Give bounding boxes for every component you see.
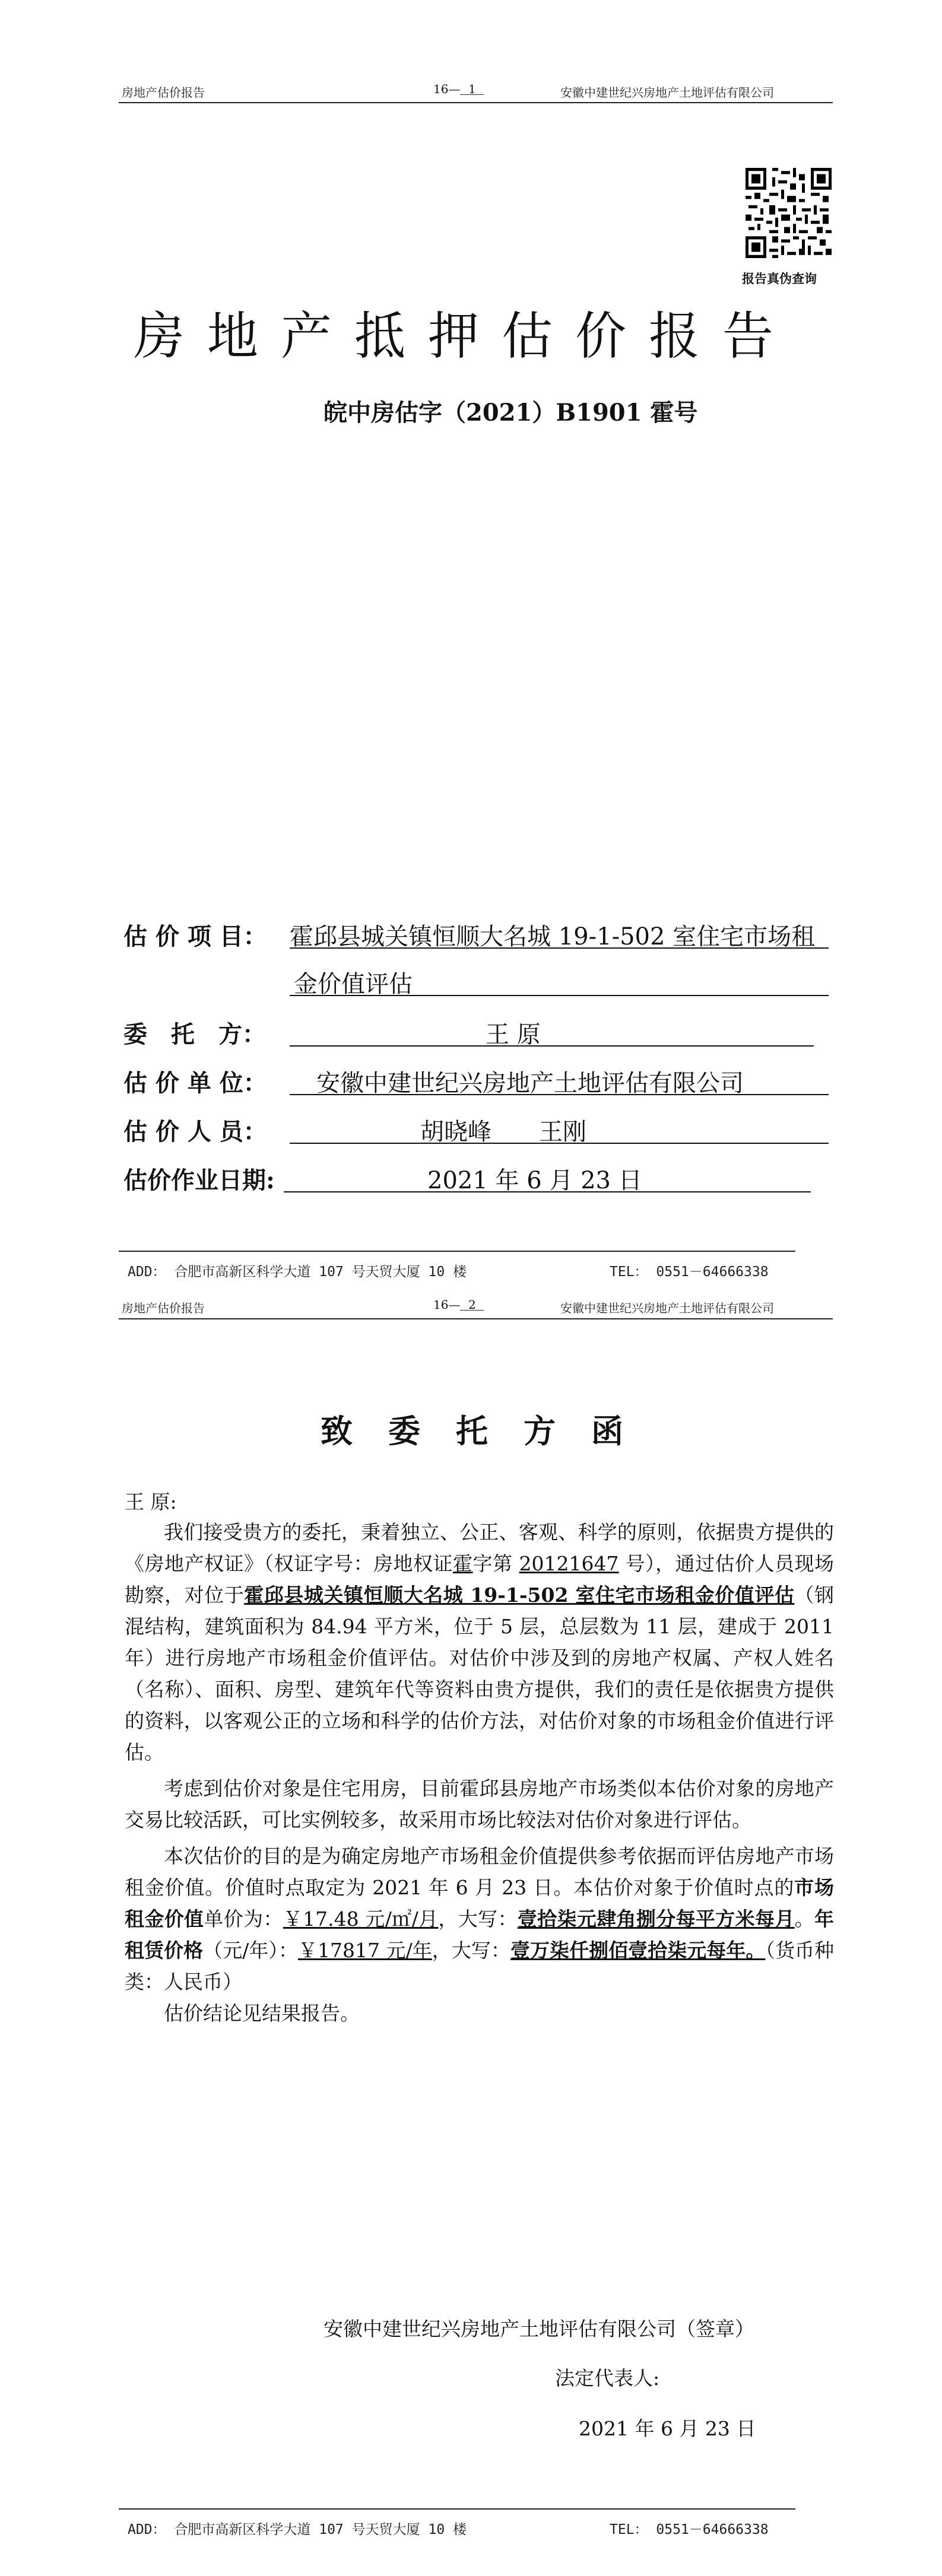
header-left: 房地产估价报告 — [122, 85, 205, 100]
p1-text-c: 号），通过估价人员现场勘察，对位于 — [125, 1552, 835, 1607]
footer-address: ADD： 合肥市高新区科学大道 107 号天贸大厦 10 楼 — [128, 1264, 467, 1280]
page-prefix: 16— — [433, 82, 461, 96]
header-left: 房地产估价报告 — [122, 1301, 205, 1315]
date-label: 估价作业日期: — [123, 1166, 275, 1194]
persons-underline — [290, 1143, 829, 1144]
p3-text-g: （元/年）： — [203, 1939, 298, 1962]
letter-body — [125, 1516, 834, 2029]
p3-annual-price: ￥17817 元/年 — [298, 1939, 432, 1962]
page-number — [433, 1297, 484, 1312]
persons-label: 估 价 人 员： — [123, 1118, 267, 1146]
p3-unit-price: ￥17.48 元/㎡/月 — [283, 1907, 439, 1931]
valuer-label: 估 价 单 位： — [123, 1069, 267, 1097]
paragraph-3 — [125, 1840, 834, 1998]
header-rule — [119, 102, 833, 103]
header-rule — [119, 1318, 833, 1319]
p1-valuation-object: 霍邱县城关镇恒顺大名城 19-1-502 室住宅市场租金价值评估 — [244, 1583, 795, 1607]
p3-currency-note: （货币种类：人民币） — [125, 1939, 835, 1993]
header-right: 安徽中建世纪兴房地产土地评估有限公司 — [560, 85, 774, 100]
project-value-line1: 霍邱县城关镇恒顺大名城 19-1-502 室住宅市场租 — [290, 923, 816, 950]
valuer-value: 安徽中建世纪兴房地产土地评估有限公司 — [316, 1070, 744, 1097]
page-number-value: 1 — [460, 84, 484, 95]
paragraph-2: 考虑到估价对象是住宅用房，目前霍邱县房地产市场类似本估价对象的房地产交易比较活跃，可比实例较多，故采用市场比较法对估价对象进行评估。 — [125, 1777, 834, 1831]
p3-text-d: ，大写： — [438, 1907, 518, 1931]
p3-text-c: 单价为： — [204, 1907, 283, 1931]
client-underline — [290, 1045, 814, 1047]
client-value: 王 原 — [486, 1021, 541, 1048]
p3-text-e: 。 — [794, 1907, 815, 1931]
footer-rule — [119, 2508, 795, 2510]
letter-title: 致委托方函 — [321, 1412, 659, 1450]
date-value: 2021 年 6 月 23 日 — [427, 1167, 642, 1194]
p1-text-a: 我们接受贵方的委托，秉着独立、公正、客观、科学的原则，依据贵方提供的《房地产权证》（权证字号：房地权证 — [125, 1521, 834, 1575]
letter-date: 2021 年 6 月 23 日 — [579, 2417, 756, 2440]
footer-tel: TEL： 0551－64666338 — [610, 2522, 769, 2537]
p3-annual-label: 年租赁价格 — [125, 1907, 835, 1962]
persons-value: 胡晓峰 王刚 — [420, 1118, 586, 1146]
p3-text-a: 本次估价的目的是为确定房地产市场租金价值提供参考依据而评估房地产市场租金价值。价值时点取定为 2021 年 6 月 23 日。本估价对象于价值时点的 — [125, 1844, 834, 1899]
client-label: 委 托 方： — [123, 1020, 266, 1048]
qr-caption: 报告真伪查询 — [742, 271, 817, 286]
project-underline-2 — [290, 995, 829, 996]
footer-address: ADD： 合肥市高新区科学大道 107 号天贸大厦 10 楼 — [128, 2522, 467, 2537]
company-signature: 安徽中建世纪兴房地产土地评估有限公司（签章） — [323, 2317, 754, 2340]
paragraph-4: 估价结论见结果报告。 — [164, 2002, 360, 2025]
project-value-line2: 金价值评估 — [294, 971, 413, 998]
p3-rent-label: 市场租金价值 — [125, 1876, 834, 1931]
footer-rule — [119, 1251, 795, 1252]
project-label: 估 价 项 目： — [123, 923, 267, 950]
page-number-value: 2 — [460, 1299, 484, 1311]
page-prefix: 16— — [433, 1297, 461, 1312]
p3-unit-price-words: 壹拾柒元肆角捌分每平方米每月 — [517, 1907, 795, 1931]
p3-annual-price-words: 壹万柒仟捌佰壹拾柒元每年。 — [510, 1939, 766, 1962]
footer-tel: TEL： 0551－64666338 — [610, 1264, 769, 1280]
document-number: 皖中房估字（2021）B1901 霍号 — [323, 399, 698, 427]
p1-cert-number: 20121647 — [519, 1552, 619, 1575]
p1-text-d: （钢混结构，建筑面积为 84.94 平方米，位于 5 层，总层数为 11 层，建成于 2011 年）进行房地产市场租金价值评估。对估价中涉及到的房地产权属、产权人姓名（名称）、面积、房型、建筑年代等资料由贵方提供，我们的责任是依据贵方提供的资料，以客观公正的立场和科学的估价方法，对估价对象的市场租金价值进行评估。 — [125, 1583, 835, 1764]
legal-representative: 法定代表人: — [555, 2367, 660, 2390]
project-underline-1 — [290, 947, 829, 949]
report-title: 房地产抵押估价报告 — [134, 307, 796, 366]
p1-text-b: 字第 — [472, 1552, 519, 1575]
qr-code-icon — [746, 168, 832, 258]
header-right: 安徽中建世纪兴房地产土地评估有限公司 — [560, 1301, 774, 1315]
page-number — [433, 82, 484, 96]
paragraph-1 — [125, 1516, 834, 1768]
date-underline — [284, 1191, 811, 1192]
letter-salutation: 王 原: — [125, 1490, 177, 1513]
p3-text-h: ，大写： — [432, 1939, 510, 1962]
valuer-underline — [290, 1094, 829, 1095]
p1-cert-prefix: 霍 — [453, 1552, 473, 1575]
